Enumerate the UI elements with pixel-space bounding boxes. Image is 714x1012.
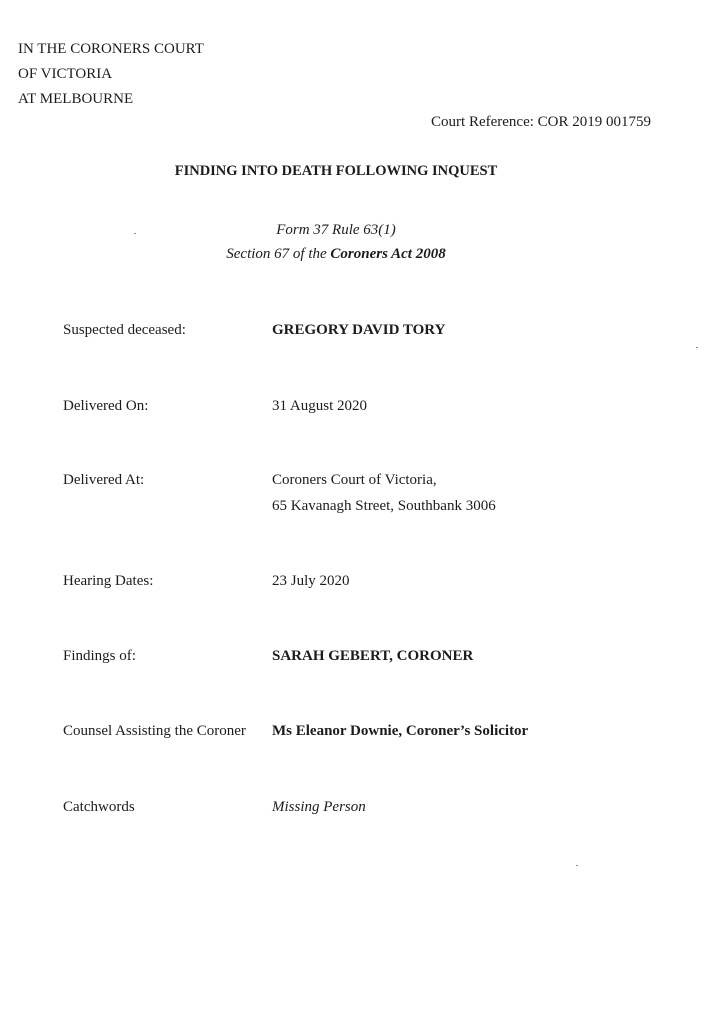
- court-reference: Court Reference: COR 2019 001759: [431, 114, 651, 130]
- counsel-assisting-value: Ms Eleanor Downie, Coroner’s Solicitor: [272, 723, 529, 739]
- delivered-at-line-2: 65 Kavanagh Street, Southbank 3006: [272, 498, 496, 514]
- hearing-dates-value: 23 July 2020: [272, 573, 350, 589]
- findings-of-value: SARAH GEBERT, CORONER: [272, 648, 474, 664]
- catchwords-value: Missing Person: [272, 799, 366, 815]
- catchwords-label: Catchwords: [63, 799, 135, 815]
- scan-speck: [576, 865, 578, 866]
- court-name-line-1: IN THE CORONERS COURT: [18, 41, 204, 57]
- delivered-on-label: Delivered On:: [63, 398, 149, 414]
- court-name-line-3: AT MELBOURNE: [18, 91, 134, 107]
- delivered-at-line-1: Coroners Court of Victoria,: [272, 472, 437, 488]
- act-section-line: [0, 246, 672, 263]
- scan-speck: [134, 233, 136, 234]
- form-rule-line: Form 37 Rule 63(1): [276, 222, 396, 238]
- hearing-dates-label: Hearing Dates:: [63, 573, 154, 589]
- suspected-deceased-value: GREGORY DAVID TORY: [272, 322, 446, 338]
- counsel-assisting-label: Counsel Assisting the Coroner: [63, 723, 246, 739]
- act-name: Coroners Act 2008: [330, 246, 446, 262]
- section-prefix: Section 67 of the: [226, 246, 331, 262]
- findings-of-label: Findings of:: [63, 648, 136, 664]
- court-name-line-2: OF VICTORIA: [18, 66, 113, 82]
- document-title: FINDING INTO DEATH FOLLOWING INQUEST: [174, 163, 498, 179]
- suspected-deceased-label: Suspected deceased:: [63, 322, 186, 338]
- scan-speck: [696, 347, 698, 348]
- delivered-at-label: Delivered At:: [63, 472, 145, 488]
- delivered-on-value: 31 August 2020: [272, 398, 368, 414]
